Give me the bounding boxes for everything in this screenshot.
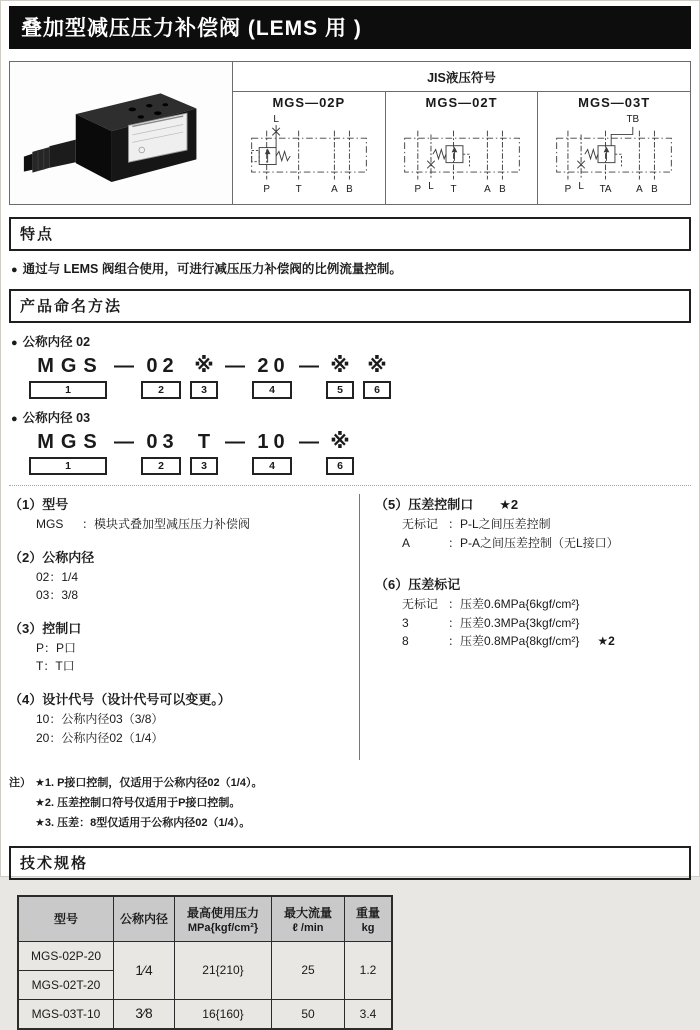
code-box-3: 3	[190, 381, 218, 399]
hydraulic-symbol-mgs-03t	[539, 110, 689, 204]
hydraulic-symbol-mgs-02t	[387, 110, 537, 204]
legend-item	[36, 710, 351, 729]
code-box-3: 3	[190, 457, 218, 475]
legend-item	[402, 614, 691, 633]
valve-adjuster-body	[49, 140, 75, 168]
spring-symbol	[585, 149, 598, 158]
item-key: 无标记	[402, 517, 439, 531]
code-dash: —	[299, 355, 319, 377]
note-line: ★2. 压差控制口符号仅适用于P接口控制。	[35, 796, 241, 809]
code-letter: T	[197, 431, 211, 453]
legend-item	[402, 515, 691, 534]
port-label: B	[651, 183, 658, 195]
legend-item	[36, 586, 351, 605]
col-header-weight-line2: kg	[361, 921, 375, 934]
legend-section-heading	[9, 494, 351, 513]
code-box-2: 2	[141, 457, 181, 475]
col-header-flow-line1: 最大流量	[283, 905, 332, 920]
code-segment	[107, 430, 141, 454]
symbol-title: MGS—03T	[578, 95, 651, 110]
bullet-icon: ●	[11, 337, 18, 349]
port-label: L	[578, 180, 585, 192]
col-header-pressure-line1: 最高使用压力	[186, 905, 259, 920]
section-number: （6）	[375, 577, 409, 593]
item-value: 公称内径02（1/4）	[61, 730, 164, 745]
code-segment	[107, 354, 141, 378]
section-number: （1）	[9, 497, 43, 512]
product-photo-cell	[10, 62, 233, 204]
col-header-model: 型号	[18, 896, 114, 942]
code-segment	[252, 354, 292, 399]
features-section-header: 特点	[9, 217, 691, 251]
flow-cell: 25	[272, 941, 345, 999]
legend-section-1	[9, 494, 351, 534]
legend-item	[36, 657, 351, 676]
code-letter: 02	[146, 355, 179, 377]
spring-symbol	[432, 149, 445, 158]
code-box-4: 4	[252, 381, 292, 399]
col-header-flow-line2: ℓ /min	[292, 921, 324, 934]
port-label: T	[295, 183, 302, 195]
col-header-weight-line1: 重量	[355, 905, 380, 920]
code-segment	[190, 430, 218, 475]
port-label: P	[564, 183, 572, 195]
naming-legend	[9, 485, 691, 760]
legend-left-column	[9, 494, 359, 760]
legend-item	[36, 639, 351, 658]
code-letter: 10	[257, 431, 290, 453]
code-segment	[29, 354, 107, 399]
code-box-2: 2	[141, 381, 181, 399]
port-label: L	[427, 180, 434, 192]
code-segment	[326, 430, 354, 475]
valve-product-photo	[17, 67, 225, 199]
item-key: 20：	[36, 730, 62, 745]
legend-section-heading	[9, 689, 351, 708]
port-label: P	[263, 183, 270, 195]
legend-item	[36, 729, 351, 748]
port-label: B	[345, 183, 353, 195]
code-segment	[141, 354, 181, 399]
item-value: ：压差0.8MPa{8kgf/cm²}	[448, 634, 580, 649]
legend-item	[402, 632, 691, 651]
weight-cell: 3.4	[345, 999, 393, 1029]
item-value: ：P-L之间压差控制	[448, 517, 551, 531]
code-segment	[29, 430, 107, 475]
item-key: T	[36, 659, 44, 674]
top-port-label: TB	[626, 114, 640, 126]
code-segment	[292, 430, 326, 454]
legend-item	[402, 534, 691, 553]
model-cell: MGS-03T-10	[18, 999, 114, 1029]
section-number: （2）	[9, 549, 43, 565]
code-segment	[363, 354, 391, 399]
bore02-bullet	[11, 332, 689, 350]
code-segment	[141, 430, 181, 475]
item-value: 公称内径03（3/8）	[61, 711, 164, 726]
code-segment	[292, 354, 326, 378]
item-key: 10：	[36, 711, 62, 726]
code-box-4: 4	[252, 457, 292, 475]
code-letter: ※	[194, 355, 214, 377]
section-number: （5）	[375, 497, 409, 512]
valve-square-symbol	[259, 148, 276, 165]
port-label: A	[330, 183, 338, 195]
legend-section-heading	[9, 547, 351, 566]
col-header-weight	[345, 896, 393, 942]
section-title: 压差标记	[408, 577, 461, 593]
item-value: ：压差0.3MPa{3kgf/cm²}	[448, 615, 580, 630]
symbol-cell-mgs-02t	[385, 92, 538, 204]
code-letter: 03	[146, 431, 179, 453]
item-key: MGS	[36, 517, 64, 531]
code-segment	[190, 354, 218, 399]
symbol-title: MGS—02P	[272, 95, 346, 110]
section-number: （3）	[9, 620, 43, 636]
col-header-pressure	[175, 896, 272, 942]
pressure-cell: 21{210}	[175, 941, 272, 999]
legend-item	[402, 595, 691, 614]
legend-section-heading	[9, 618, 351, 637]
specs-section-header: 技术规格	[9, 846, 691, 880]
pressure-cell: 16{160}	[175, 999, 272, 1029]
top-port-label: L	[273, 114, 279, 126]
code-box-6: 6	[326, 457, 354, 475]
notes-list	[35, 774, 262, 833]
bullet-icon: ●	[11, 413, 18, 425]
table-row	[18, 999, 392, 1029]
legend-section-6	[375, 574, 691, 651]
legend-section-3	[9, 618, 351, 676]
item-key: 03	[36, 588, 50, 603]
code-box-1: 1	[29, 457, 107, 475]
section-title: 型号	[42, 497, 69, 512]
port-label: TA	[599, 183, 612, 195]
flow-cell: 50	[272, 999, 345, 1029]
legend-item	[36, 568, 351, 587]
bore03-bullet	[11, 408, 689, 426]
feature-text: 通过与 LEMS 阀组合使用，可进行减压压力补偿阀的比例流量控制。	[22, 262, 402, 276]
hydraulic-symbol-mgs-02p	[234, 110, 384, 204]
table-row	[18, 941, 392, 970]
item-value: ：模块式叠加型减压压力补偿阀	[82, 517, 251, 531]
code-letter: 20	[257, 355, 290, 377]
naming-section-header: 产品命名方法	[9, 289, 691, 323]
section-title: 设计代号（设计代号可以变更。）	[42, 691, 231, 707]
weight-cell: 1.2	[345, 941, 393, 999]
code-letter: MGS	[37, 355, 104, 377]
col-header-flow	[272, 896, 345, 942]
section-title: 压差控制口	[408, 497, 474, 512]
spring-symbol	[276, 151, 290, 160]
legend-section-2	[9, 547, 351, 605]
model-code-02	[29, 354, 691, 399]
item-key: 3	[402, 615, 409, 630]
symbols-row	[233, 92, 690, 204]
star-ref: ★2	[499, 497, 519, 512]
code-dash: —	[114, 355, 134, 377]
item-key: A	[402, 535, 411, 550]
valve-square-symbol	[598, 146, 615, 163]
symbol-cell-mgs-02p	[233, 92, 385, 204]
code-letter: MGS	[37, 431, 104, 453]
col-header-bore: 公称内径	[114, 896, 175, 942]
page-title: 叠加型减压压力补偿阀 (LEMS 用 )	[9, 6, 691, 49]
legend-item	[36, 515, 351, 534]
code-box-6: 6	[363, 381, 391, 399]
code-dash: —	[225, 355, 245, 377]
model-cell: MGS-02T-20	[18, 970, 114, 999]
item-key: 8	[402, 634, 409, 649]
item-value: ：P口	[44, 640, 77, 655]
valve-adjuster-tip	[24, 154, 32, 172]
symbol-panel	[9, 61, 691, 205]
code-letter: ※	[330, 431, 350, 453]
jis-header: JIS液压符号	[233, 62, 690, 92]
legend-section-heading	[375, 574, 691, 593]
jis-symbol-area	[233, 62, 690, 204]
specs-header-row	[18, 896, 392, 942]
specs-table	[17, 895, 393, 1030]
pilot-line	[462, 154, 469, 166]
note-line: ★1. P接口控制，仅适用于公称内径02（1/4）。	[35, 777, 263, 790]
port-label: A	[483, 183, 491, 195]
item-value: ：P-A之间压差控制（无L接口）	[448, 535, 619, 550]
legend-right-column	[359, 494, 691, 760]
notes	[9, 774, 691, 833]
item-value: ：T口	[43, 659, 75, 674]
bullet-icon: ●	[11, 264, 18, 276]
bore-cell: 1⁄4	[114, 941, 175, 999]
port-label: A	[636, 183, 643, 195]
item-value: ：3/8	[49, 588, 79, 603]
bore02-label: 公称内径 02	[22, 335, 91, 349]
pilot-line-tb	[611, 127, 633, 146]
code-segment	[252, 430, 292, 475]
note-line: ★3. 压差：8型仅适用于公称内径02（1/4）。	[35, 816, 251, 829]
port-label: B	[498, 183, 506, 195]
item-key: 无标记	[402, 597, 439, 612]
code-dash: —	[114, 431, 134, 453]
code-segment	[218, 354, 252, 378]
star-ref: ★2	[597, 634, 615, 649]
section-number: （4）	[9, 691, 43, 707]
item-value: ：压差0.6MPa{6kgf/cm²}	[448, 597, 580, 612]
item-key: P	[36, 640, 45, 655]
legend-section-heading	[375, 494, 691, 513]
bore03-label: 公称内径 03	[22, 411, 91, 425]
valve-adjuster-knob	[32, 147, 49, 172]
model-cell: MGS-02P-20	[18, 941, 114, 970]
code-dash: —	[225, 431, 245, 453]
code-box-1: 1	[29, 381, 107, 399]
valve-square-symbol	[446, 146, 463, 163]
pilot-box	[251, 150, 259, 161]
pilot-line	[615, 154, 622, 166]
bore-cell: 3⁄8	[114, 999, 175, 1029]
item-value: ：1/4	[49, 569, 79, 584]
port-label: P	[414, 183, 421, 195]
code-segment	[218, 430, 252, 454]
section-title: 控制口	[42, 620, 82, 636]
code-letter: ※	[367, 355, 387, 377]
legend-section-4	[9, 689, 351, 747]
model-code-03	[29, 430, 691, 475]
symbol-cell-mgs-03t	[537, 92, 690, 204]
code-letter: ※	[330, 355, 350, 377]
feature-bullet	[11, 259, 689, 277]
col-header-pressure-line2: MPa{kgf/cm²}	[187, 921, 259, 934]
notes-label: 注）	[9, 777, 31, 790]
port-label: T	[450, 183, 457, 195]
section-title: 公称内径	[42, 549, 95, 565]
item-key: 02	[36, 569, 50, 584]
legend-section-5	[375, 494, 691, 552]
code-dash: —	[299, 431, 319, 453]
code-box-5: 5	[326, 381, 354, 399]
symbol-title: MGS—02T	[425, 95, 498, 110]
code-segment	[326, 354, 354, 399]
